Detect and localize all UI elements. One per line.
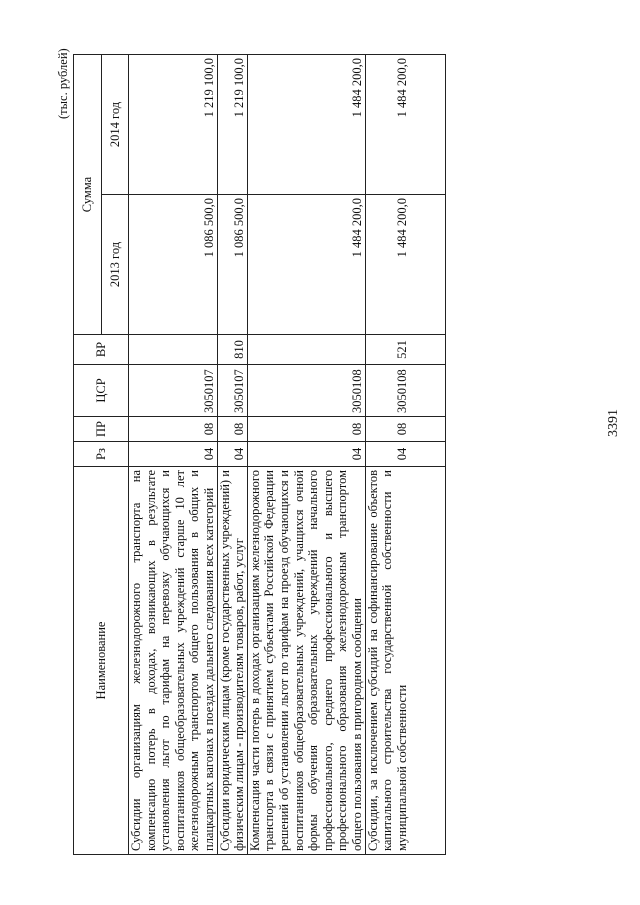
header-vr: ВР — [74, 335, 129, 365]
row-sum-2014: 1 484 200,0 — [247, 55, 365, 195]
row-csr: 3050108 — [247, 365, 365, 417]
row-rz: 04 — [365, 442, 446, 467]
table-row — [217, 55, 247, 855]
page-number: 3391 — [606, 409, 621, 437]
table-row — [129, 55, 218, 855]
row-rz: 04 — [129, 442, 218, 467]
row-pr: 08 — [365, 417, 446, 442]
row-csr: 3050107 — [129, 365, 218, 417]
units-label: (тыс. рублей) — [56, 48, 70, 119]
row-csr: 3050107 — [217, 365, 247, 417]
row-name: Субсидии юридическим лицам (кроме государственных учреждений) и физическим лицам - производителям товаров, работ, услуг — [217, 467, 247, 855]
row-pr: 08 — [217, 417, 247, 442]
row-name: Субсидии организациям железнодорожного транспорта на компенсацию потерь в доходах, возникающих в результате установления льгот по тарифам на перевозку обучающихся и воспитанников общеобразовательных учреждений старше 10 лет железнодорожным транспортом общего пользования в общих и плацкартных вагонах в поездах дальнего следования всех категорий — [129, 467, 218, 855]
table-row — [365, 55, 446, 855]
row-pr: 08 — [129, 417, 218, 442]
row-vr: 521 — [365, 335, 446, 365]
header-csr: ЦСР — [74, 365, 129, 417]
header-name: Наименование — [74, 467, 129, 855]
row-vr — [129, 335, 218, 365]
row-sum-2014: 1 219 100,0 — [217, 55, 247, 195]
table-row — [247, 55, 365, 855]
header-row — [74, 55, 102, 855]
row-sum-2013: 1 086 500,0 — [217, 195, 247, 335]
row-rz: 04 — [247, 442, 365, 467]
row-sum-2013: 1 484 200,0 — [365, 195, 446, 335]
header-pr: ПР — [74, 417, 129, 442]
row-vr: 810 — [217, 335, 247, 365]
row-csr: 3050108 — [365, 365, 446, 417]
row-rz: 04 — [217, 442, 247, 467]
row-sum-2013: 1 086 500,0 — [129, 195, 218, 335]
row-pr: 08 — [247, 417, 365, 442]
row-vr — [247, 335, 365, 365]
header-sum: Сумма — [74, 55, 102, 335]
header-year-2013: 2013 год — [102, 195, 129, 335]
row-sum-2013: 1 484 200,0 — [247, 195, 365, 335]
header-rz: Рз — [74, 442, 129, 467]
row-sum-2014: 1 484 200,0 — [365, 55, 446, 195]
header-year-2014: 2014 год — [102, 55, 129, 195]
row-sum-2014: 1 219 100,0 — [129, 55, 218, 195]
row-name: Компенсация части потерь в доходах организациям железнодорожного транспорта в связи с принятием субъектами Российской Федерации решений об установлении льгот по тарифам на проезд обучающихся и воспитанников общеобразовательных учреждений, учащихся очной формы обучения образовательных учреждений начального профессионального, среднего профессионального и высшего профессионального образования железнодорожным транспортом общего пользования в пригородном сообщении — [247, 467, 365, 855]
budget-table — [73, 54, 446, 855]
row-name: Субсидии, за исключением субсидий на софинансирование объектов капитального строительства государственной собственности и муниципальной собственности — [365, 467, 446, 855]
